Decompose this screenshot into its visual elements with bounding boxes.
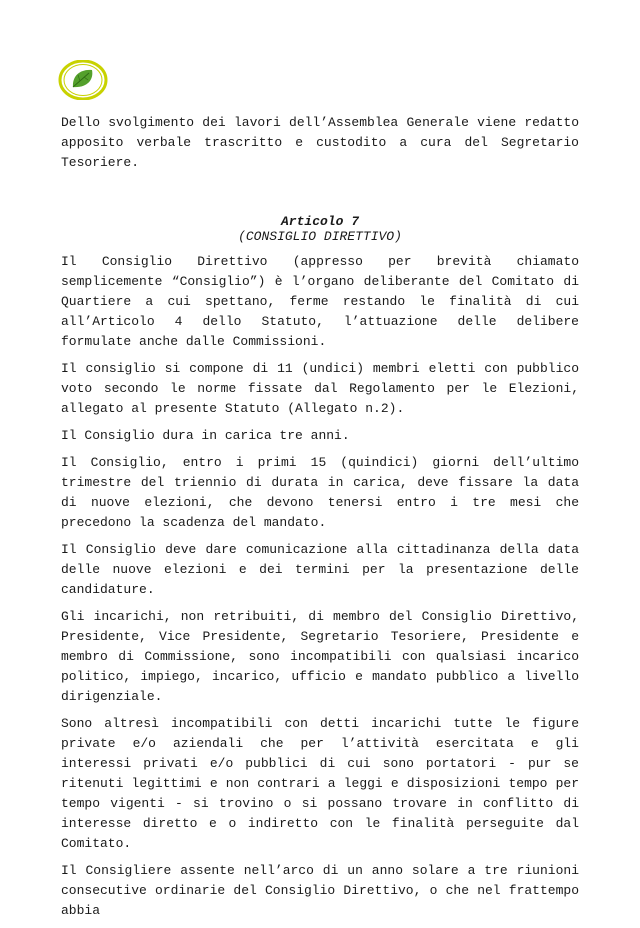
intro-paragraph: Dello svolgimento dei lavori dell’Assemblea Generale viene redatto apposito verbale trascritto e custodito a cura del Segretario Tesoriere. <box>61 115 579 170</box>
paragraph: Il Consiglio Direttivo (appresso per brevità chiamato semplicemente “Consiglio”) è l’organo deliberante del Comitato di Quartiere a cui spettano, ferme restando le finalità di cui all’Articolo 4 dello Statuto, l’attuazione delle delibere formulate anche dalle Commissioni. <box>61 254 579 349</box>
committee-logo <box>58 60 108 100</box>
paragraph: Il Consiglio deve dare comunicazione alla cittadinanza della data delle nuove elezioni e dei termini per la presentazione delle candidature. <box>61 542 579 597</box>
article-body <box>61 252 579 928</box>
leaf-seal-icon <box>58 60 108 100</box>
paragraph: Gli incarichi, non retribuiti, di membro del Consiglio Direttivo, Presidente, Vice Presidente, Segretario Tesoriere, Presidente e membro di Commissione, sono incompatibili con qualsiasi incarico politico, impiego, incarico, ufficio e mandato pubblico a livello dirigenziale. <box>61 609 579 704</box>
paragraph: Il Consiglio, entro i primi 15 (quindici) giorni dell’ultimo trimestre del triennio di durata in carica, deve fissare la data di nuove elezioni, che devono tenersi entro i tre mesi che precedono la scadenza del mandato. <box>61 455 579 530</box>
paragraph: Il Consiglio dura in carica tre anni. <box>61 428 350 443</box>
article-subtitle: (CONSIGLIO DIRETTIVO) <box>238 229 402 244</box>
paragraph: Il Consigliere assente nell’arco di un anno solare a tre riunioni consecutive ordinarie del Consiglio Direttivo, o che nel frattempo abbia <box>61 863 579 918</box>
paragraph: Sono altresì incompatibili con detti incarichi tutte le figure private e/o aziendali che per l’attività esercitata e gli interessi privati e/o pubblici di cui sono portatori - pur se ritenuti legittimi e non contrari a leggi e disposizioni tempo per tempo vigenti - si trovino o si possano trovare in conflitto di interesse diretto e o indiretto con le finalità perseguite dal Comitato. <box>61 716 579 851</box>
article-title: Articolo 7 <box>280 214 359 229</box>
paragraph: Il consiglio si compone di 11 (undici) membri eletti con pubblico voto secondo le norme fissate dal Regolamento per le Elezioni, allegato al presente Statuto (Allegato n.2). <box>61 361 579 416</box>
article-heading <box>61 214 579 244</box>
